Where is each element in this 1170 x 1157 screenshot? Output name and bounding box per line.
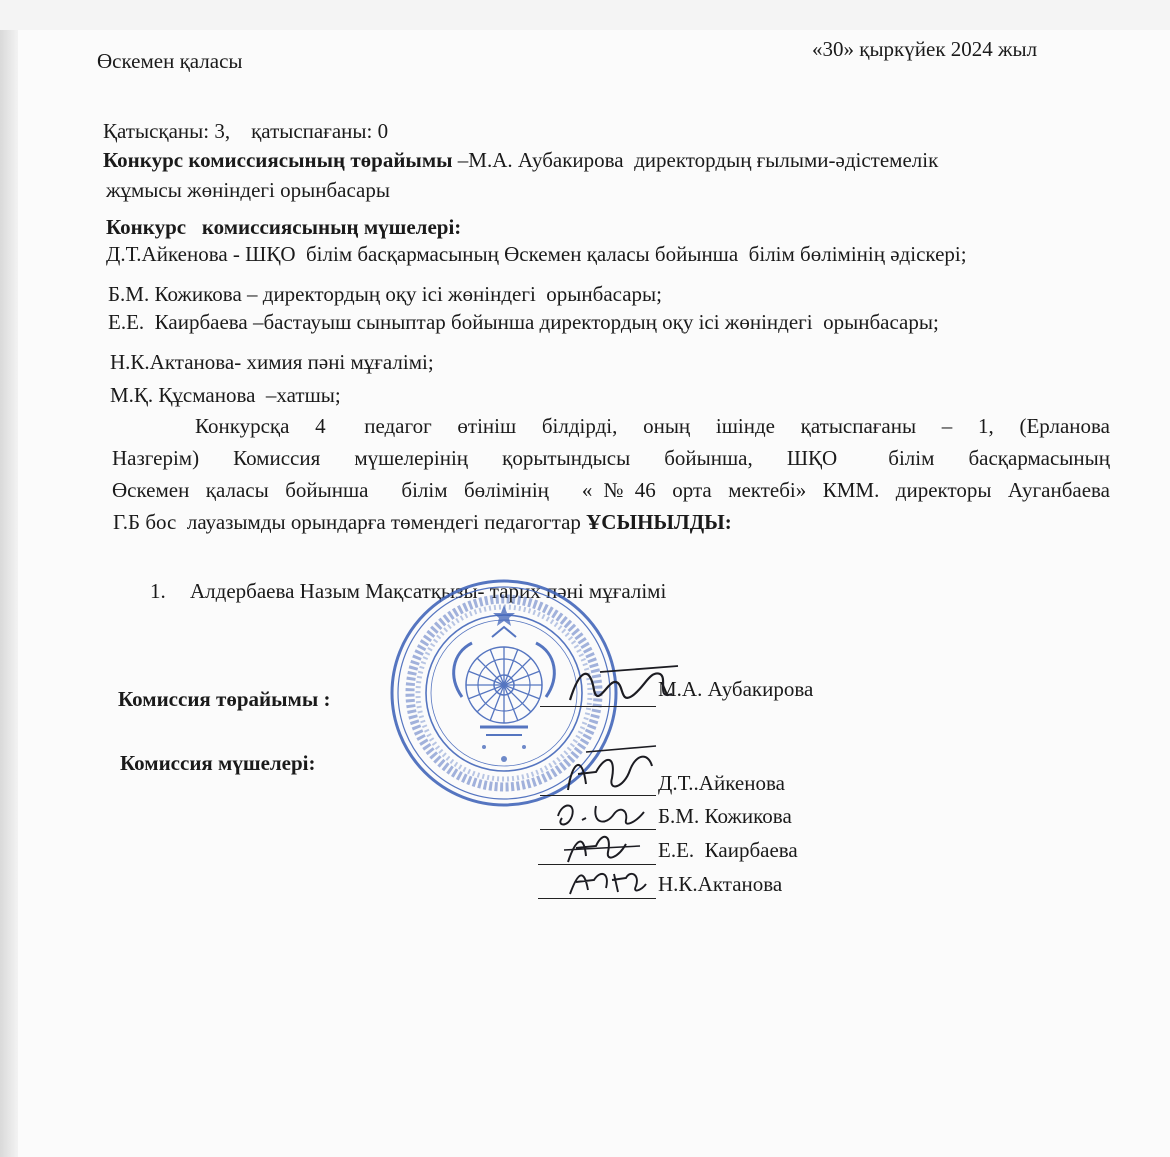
signature-members-label: Комиссия мүшелері:	[120, 751, 316, 775]
recommended-number: 1.	[150, 579, 166, 603]
member-signature	[556, 744, 666, 802]
paragraph-line-4	[113, 509, 732, 535]
chair-line-1	[103, 147, 938, 173]
signature-chair-label	[118, 686, 330, 712]
attendance-text: Қатысқаны: 3, қатыспағаны: 0	[103, 119, 389, 143]
chair-text: –М.А. Аубакирова директордың ғылыми-әдістемелік	[452, 148, 939, 172]
paragraph-text: Г.Б бос лауазымды орындарға төмендегі педагогтар	[113, 510, 587, 534]
signature-chair-label-text: Комиссия төрайымы	[118, 687, 319, 711]
member-item: Н.К.Актанова- химия пәні мұғалімі;	[110, 350, 434, 374]
member-item: М.Қ. Құсманова –хатшы;	[110, 383, 341, 407]
recommended-item: Алдербаева Назым Мақсатқызы- тарих пәні мұғалімі	[190, 579, 667, 603]
member-name: Д.Т..Айкенова	[658, 771, 785, 795]
member-signature	[560, 862, 650, 900]
chair-line-2: жұмысы жөніндегі орынбасары	[106, 178, 390, 202]
member-name: Н.К.Актанова	[658, 872, 783, 896]
city-name: Өскемен қаласы	[97, 49, 243, 73]
member-item: Д.Т.Айкенова - ШҚО білім басқармасының Өскемен қаласы бойынша білім бөлімінің әдіскері;	[106, 242, 967, 266]
paragraph-line-3: Өскемен қаласы бойынша білім бөлімінің «№46 орта мектебі» КММ. директоры Ауганбаева	[112, 478, 1110, 502]
chair-label: Конкурс комиссиясының төрайымы	[103, 148, 453, 172]
chair-signature	[560, 660, 690, 716]
page-edge-shadow	[0, 30, 18, 1157]
member-item: Е.Е. Каирбаева –бастауыш сыныптар бойынша директордың оқу ісі жөніндегі орынбасары;	[108, 310, 939, 334]
member-item: Б.М. Кожикова – директордың оқу ісі жөніндегі орынбасары;	[108, 282, 662, 306]
paragraph-line-2: Назгерім) Комиссия мүшелерінің қорытындысы бойынша, ШҚО білім басқармасының	[112, 446, 1110, 470]
top-strip	[0, 0, 1170, 30]
document-date: «30» қыркүйек 2024 жыл	[812, 37, 1038, 61]
recommended-label: ҰСЫНЫЛДЫ:	[586, 510, 732, 534]
paragraph-line-1: Конкурсқа 4 педагог өтініш білдірді, оның ішінде қатыспағаны – 1, (Ерланова	[195, 414, 1110, 438]
chair-name: М.А. Аубакирова	[658, 677, 814, 701]
member-name: Е.Е. Каирбаева	[658, 838, 798, 862]
signature-chair-colon: :	[323, 687, 331, 711]
members-heading: Конкурс комиссиясының мүшелері:	[106, 215, 462, 239]
member-name: Б.М. Кожикова	[658, 804, 792, 828]
